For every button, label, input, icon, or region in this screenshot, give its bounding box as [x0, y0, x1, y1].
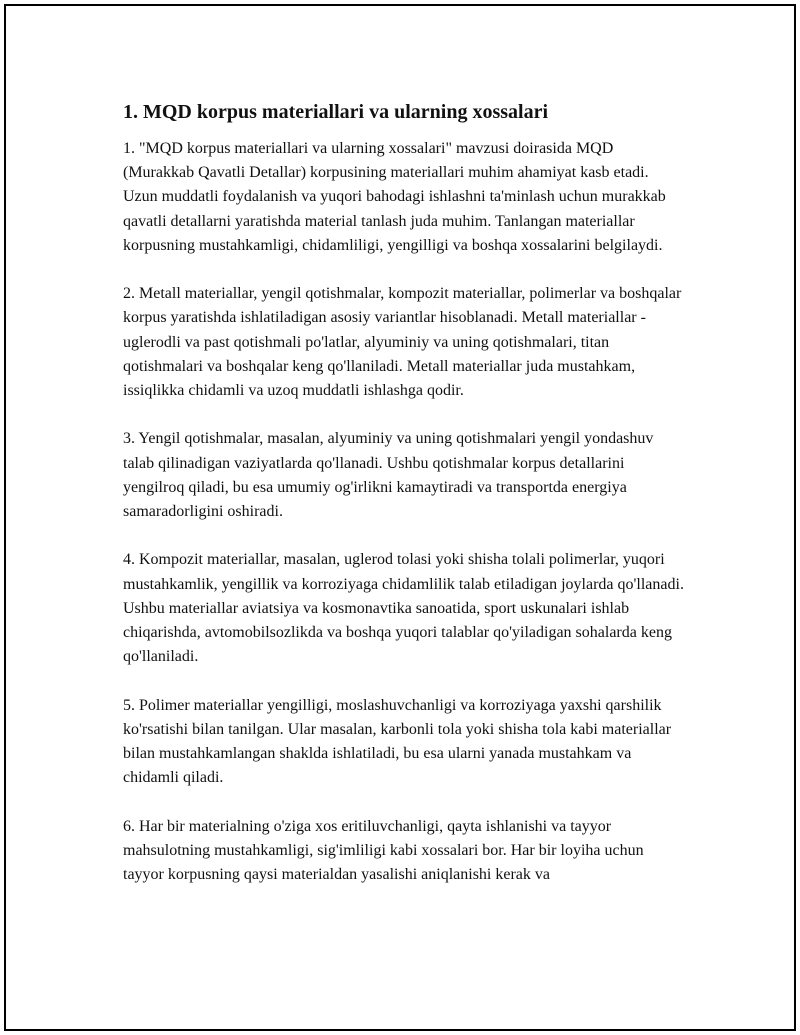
document-body: [123, 99, 685, 911]
paragraph-6: 6. Har bir materialning o'ziga xos eritiluvchanligi, qayta ishlanishi va tayyor mahsulotning mustahkamligi, sig'imliligi kabi xossalari bor. Har bir loyiha uchun tayyor korpusning qaysi materialdan yasalishi aniqlanishi kerak va: [123, 817, 644, 884]
document-title: 1. MQD korpus materiallari va ularning xossalari: [123, 101, 548, 123]
paragraph-4: 4. Kompozit materiallar, masalan, uglerod tolasi yoki shisha tolali polimerlar, yuqori mustahkamlik, yengillik va korroziyaga chidamlilik talab etiladigan joylarda qo'llanadi. Ushbu materiallar aviatsiya va kosmonavtika sanoatida, sport uskunalari ishlab chiqarishda, avtomobilsozlikda va boshqa yuqori talablar qo'yiladigan sohalarda keng qo'llaniladi.: [123, 551, 684, 666]
paragraph-1: 1. "MQD korpus materiallari va ularning xossalari" mavzusi doirasida MQD (Murakkab Qavatli Detallar) korpusining materiallari muhim ahamiyat kasb etadi. Uzun muddatli foydalanish va yuqori bahodagi ishlashni ta'minlash uchun murakkab qavatli detallarni yaratishda material tanlash juda muhim. Tanlangan materiallar korpusning mustahkamligi, chidamliligi, yengilligi va boshqa xossalarini belgilaydi.: [123, 140, 666, 254]
paragraph-3: 3. Yengil qotishmalar, masalan, alyuminiy va uning qotishmalari yengil yondashuv talab qilinadigan vaziyatlarda qo'llanadi. Ushbu qotishmalar korpus detallarini yengilroq qiladi, bu esa umumiy og'irlikni kamaytiradi va transportda energiya samaradorligini oshiradi.: [123, 430, 654, 521]
paragraph-5: 5. Polimer materiallar yengilligi, moslashuvchanligi va korroziyaga yaxshi qarshilik ko'rsatishi bilan tanilgan. Ular masalan, karbonli tola yoki shisha tola kabi materiallar bilan mustahkamlangan shaklda ishlatiladi, bu esa ularni yanada mustahkam va chidamli qiladi.: [123, 696, 672, 787]
paragraph-2: 2. Metall materiallar, yengil qotishmalar, kompozit materiallar, polimerlar va boshqalar korpus yaratishda ishlatiladigan asosiy variantlar hisoblanadi. Metall materiallar - uglerodli va past qotishmali po'latlar, alyuminiy va uning qotishmalari, titan qotishmalari va boshqalar keng qo'llaniladi. Metall materiallar juda mustahkam, issiqlikka chidamli va uzoq muddatli ishlashga qodir.: [123, 285, 682, 400]
document-page: [4, 4, 796, 1031]
